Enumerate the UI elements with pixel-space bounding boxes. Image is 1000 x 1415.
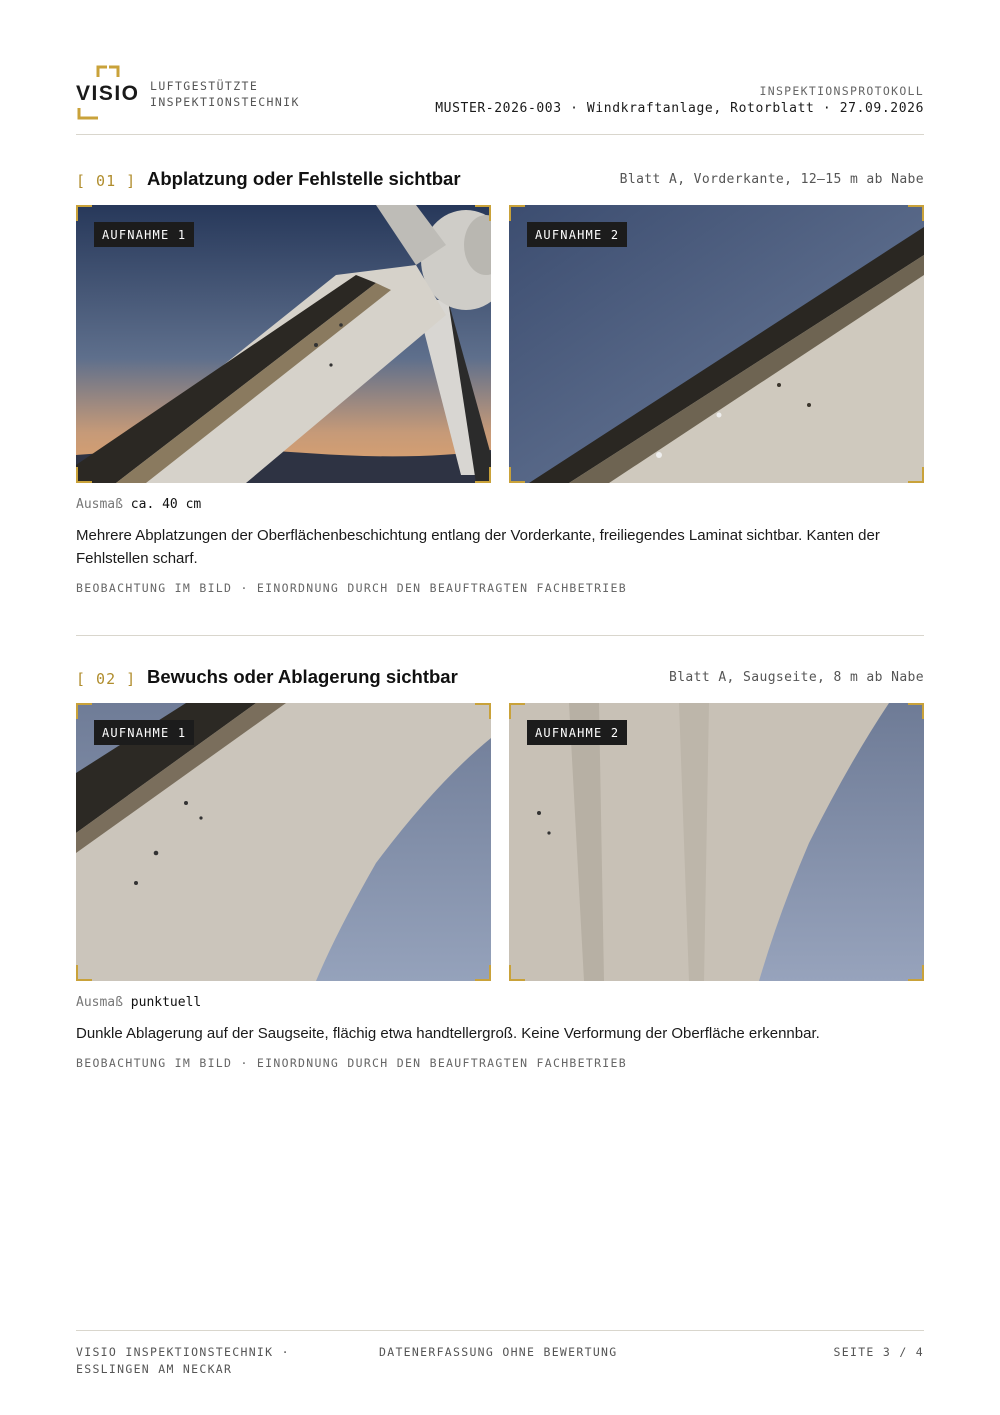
page-header	[76, 64, 924, 136]
brand-name: VISIO	[76, 82, 140, 105]
footer-divider	[76, 1330, 924, 1331]
corner-marker	[509, 467, 525, 483]
document-type-label: INSPEKTIONSPROTOKOLL	[759, 84, 924, 98]
corner-marker	[908, 703, 924, 719]
corner-marker	[908, 965, 924, 981]
corner-marker	[475, 703, 491, 719]
photo-2[interactable]	[509, 205, 924, 483]
photo-1[interactable]	[76, 205, 491, 483]
header-divider	[76, 134, 924, 135]
photo-tag: AUFNAHME 1	[94, 720, 194, 745]
finding-note: BEOBACHTUNG IM BILD · EINORDNUNG DURCH DEN BEAUFTRAGTEN FACHBETRIEB	[76, 581, 627, 595]
footer-note: DATENERFASSUNG OHNE BEWERTUNG	[379, 1345, 618, 1359]
page-number: SEITE 3 / 4	[833, 1345, 924, 1359]
extent-value: ca. 40 cm	[130, 497, 202, 512]
photo-2[interactable]	[509, 703, 924, 981]
finding-description: Dunkle Ablagerung auf der Saugseite, flächig etwa handtellergroß. Keine Verformung der Oberfläche erkennbar.	[76, 1025, 820, 1042]
finding-title: Bewuchs oder Ablagerung sichtbar	[147, 666, 458, 687]
corner-marker	[475, 467, 491, 483]
extent-label: Ausmaß	[76, 497, 123, 512]
corner-marker	[475, 965, 491, 981]
photo-tag: AUFNAHME 1	[94, 222, 194, 247]
visio-logo	[76, 64, 140, 122]
extent	[76, 497, 924, 512]
finding-02	[76, 666, 924, 1070]
corner-marker	[908, 467, 924, 483]
corner-marker	[509, 205, 525, 221]
extent	[76, 995, 924, 1010]
corner-marker	[76, 205, 92, 221]
finding-location: Blatt A, Vorderkante, 12–15 m ab Nabe	[619, 172, 924, 187]
document-meta: MUSTER-2026-003 · Windkraftanlage, Rotorblatt · 27.09.2026	[435, 101, 924, 116]
finding-header	[76, 168, 924, 200]
finding-number: [ 01 ]	[76, 172, 137, 190]
finding-header	[76, 666, 924, 698]
footer-company: VISIO INSPEKTIONSTECHNIK · ESSLINGEN AM NECKAR	[76, 1345, 290, 1376]
brand-subtitle: LUFTGESTÜTZTE INSPEKTIONSTECHNIK	[150, 79, 300, 109]
finding-location: Blatt A, Saugseite, 8 m ab Nabe	[668, 670, 924, 685]
corner-marker	[76, 965, 92, 981]
corner-marker	[76, 467, 92, 483]
photo-row	[76, 205, 924, 483]
extent-label: Ausmaß	[76, 995, 123, 1010]
photo-tag: AUFNAHME 2	[527, 720, 627, 745]
finding-note: BEOBACHTUNG IM BILD · EINORDNUNG DURCH DEN BEAUFTRAGTEN FACHBETRIEB	[76, 1056, 627, 1070]
photo-tag: AUFNAHME 2	[527, 222, 627, 247]
photo-1[interactable]	[76, 703, 491, 981]
finding-01	[76, 168, 924, 595]
corner-marker	[908, 205, 924, 221]
corner-marker	[76, 703, 92, 719]
corner-marker	[509, 703, 525, 719]
finding-title: Abplatzung oder Fehlstelle sichtbar	[147, 168, 461, 189]
finding-number: [ 02 ]	[76, 670, 137, 688]
finding-description: Mehrere Abplatzungen der Oberflächenbeschichtung entlang der Vorderkante, freiliegendes Laminat sichtbar. Kanten der Fehlstellen scharf.	[76, 527, 880, 567]
corner-marker	[475, 205, 491, 221]
extent-value: punktuell	[130, 995, 202, 1010]
section-divider	[76, 635, 924, 636]
photo-row	[76, 703, 924, 981]
corner-marker	[509, 965, 525, 981]
